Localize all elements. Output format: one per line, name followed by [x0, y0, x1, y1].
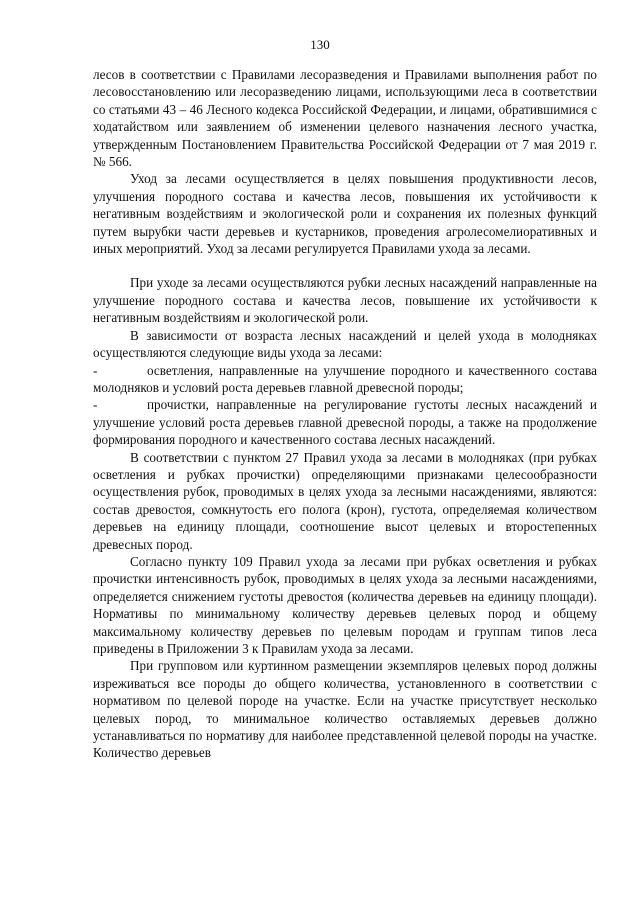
paragraph-continuation: лесов в соответствии с Правилами лесоразведения и Правилами выполнения работ по лесовосстановлению или лесоразведению лицами, использующими леса в соответствии со статьями 43 – 46 Лесного кодекса Российской Федерации, и лицами, обратившимися с ходатайством или заявлением об изменении целевого назначения лесного участка, утвержденным Постановлением Правительства Российской Федерации от 7 мая 2019 г. № 566. [93, 67, 597, 170]
list-item-thinning [93, 396, 597, 448]
paragraph-point-109: Согласно пункту 109 Правил ухода за лесами при рубках осветления и рубках прочистки интенсивность рубок, проводимых в целях ухода за лесными насаждениями, определяется снижением густоты древостоя (количества деревьев на единицу площади). Нормативы по минимальному количеству деревьев целевых пород и общему максимальному количеству деревьев по целевым породам и группам типов леса приведены в Приложении 3 к Правилам ухода за лесами. [93, 553, 597, 656]
paragraph-point-27: В соответствии с пунктом 27 Правил ухода за лесами в молодняках (при рубках осветления и рубках прочистки) определяющими признаками целесообразности осуществления рубок, проводимых в целях ухода за лесными насаждениями, являются: состав древостоя, сомкнутость его полога (крон), густота, определяемая количеством деревьев на единицу площади, соотношение высот целевых и второстепенных древесных пород. [93, 449, 597, 552]
list-item-clarification [93, 362, 597, 397]
bullet-mark: - [93, 397, 98, 413]
list-item-text: осветления, направленные на улучшение породного и качественного состава молодняков и условий роста деревьев главной древесной породы; [93, 362, 597, 395]
paragraph-felling: При уходе за лесами осуществляются рубки лесных насаждений направленные на улучшение породного состава и качества лесов, повышение их устойчивости к негативным воздействиям и экологической роли. [93, 275, 597, 326]
paragraph-care-types: В зависимости от возраста лесных насаждений и целей ухода в молодняках осуществляются следующие виды ухода за лесами: [93, 327, 597, 361]
page-number: 130 [310, 37, 330, 52]
bullet-mark: - [93, 362, 98, 378]
body-text [93, 66, 597, 762]
paragraph-group-placement: При групповом или куртинном размещении экземпляров целевых пород должны изреживаться все породы до общего количества, установленного в соответствии с нормативом по целевой породе на участке. Если на участке присутствует несколько целевых пород, то минимальное количество оставляемых деревьев должно устанавливаться по нормативу для наиболее представленной целевой породы на участке. Количество деревьев [93, 658, 597, 761]
paragraph-forest-care-goals: Уход за лесами осуществляется в целях повышения продуктивности лесов, улучшения породного состава и качества лесов, повышения их устойчивости к негативным воздействиям и экологической роли и сохранения их полезных функций путем вырубки части деревьев и кустарников, проведения агролесомелиоративных и иных мероприятий. Уход за лесами регулируется Правилами ухода за лесами. [93, 171, 597, 257]
list-item-text: прочистки, направленные на регулирование густоты лесных насаждений и улучшение условий роста деревьев главной древесной породы, а также на продолжение формирования породного и качественного состава лесных насаждений. [93, 397, 597, 448]
